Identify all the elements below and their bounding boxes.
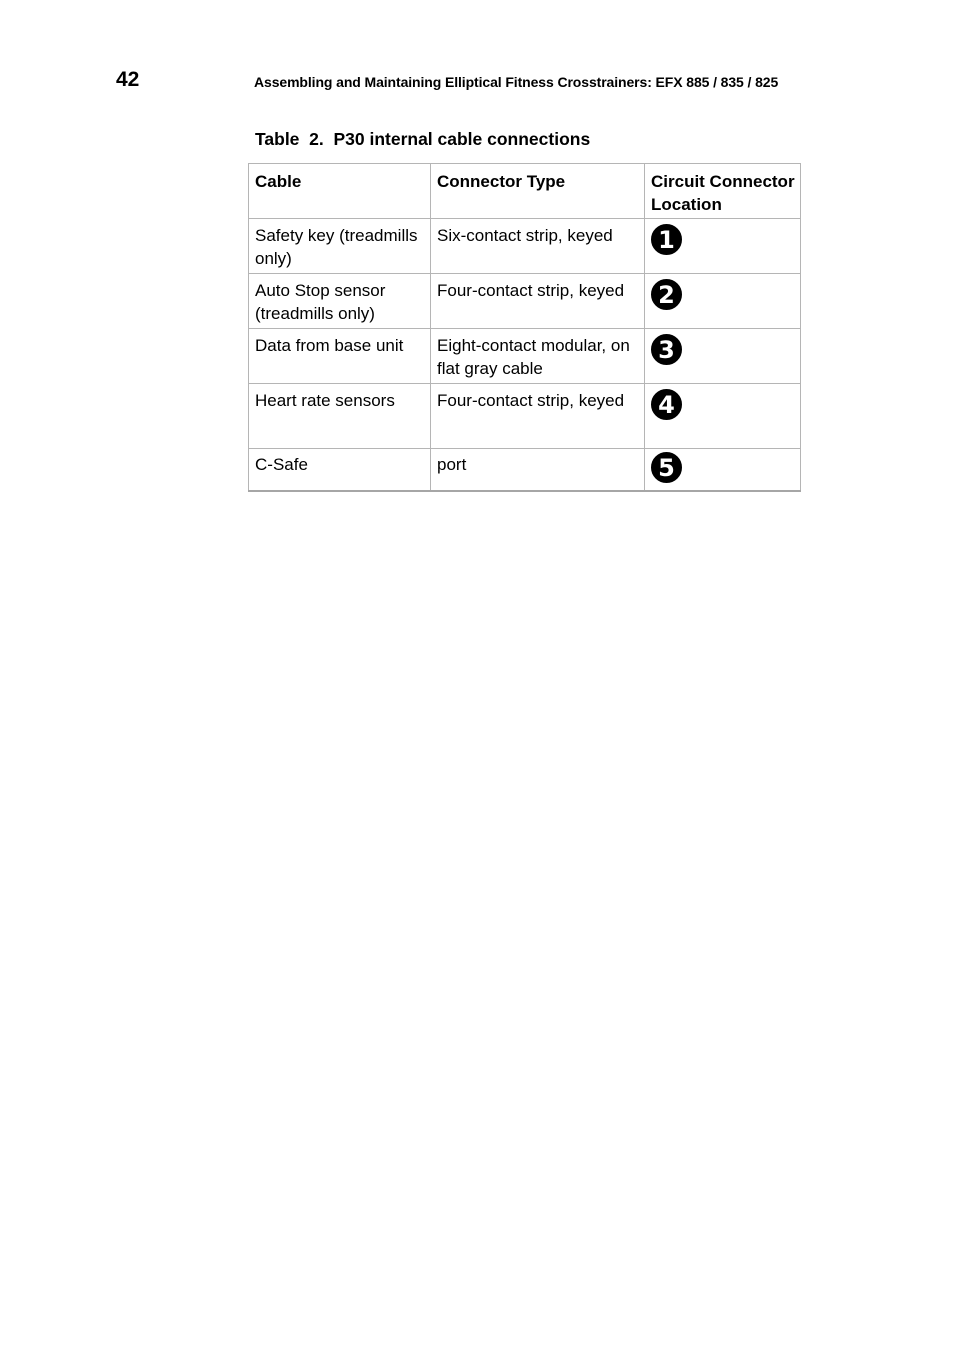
- cell-location: [645, 449, 801, 491]
- number-5-circle-icon: 5: [651, 452, 682, 483]
- number-2-circle-icon: 2: [651, 279, 682, 310]
- cable-connections-table: [248, 163, 801, 492]
- table-header-row: [249, 164, 801, 219]
- cell-connector-type: Four-contact strip, keyed: [431, 274, 645, 329]
- table-row: [249, 274, 801, 329]
- cell-connector-type: Six-contact strip, keyed: [431, 219, 645, 274]
- header-connector-type: Connector Type: [431, 164, 645, 219]
- cell-connector-type: Four-contact strip, keyed: [431, 384, 645, 449]
- cell-location: [645, 329, 801, 384]
- cell-location: [645, 219, 801, 274]
- table-row: [249, 219, 801, 274]
- table-caption: Table 2. P30 internal cable connections: [255, 129, 591, 149]
- cell-cable: Heart rate sensors: [249, 384, 431, 449]
- table-row: [249, 384, 801, 449]
- cell-cable: Data from base unit: [249, 329, 431, 384]
- cell-location: [645, 274, 801, 329]
- header-circuit-connector-location: Circuit Connector Location: [645, 164, 801, 219]
- header-cable: Cable: [249, 164, 431, 219]
- cell-connector-type: port: [431, 449, 645, 491]
- running-header: Assembling and Maintaining Elliptical Fitness Crosstrainers: EFX 885 / 835 / 825: [254, 74, 779, 90]
- cell-cable: Safety key (treadmills only): [249, 219, 431, 274]
- table-row: [249, 329, 801, 384]
- cell-cable: Auto Stop sensor (treadmills only): [249, 274, 431, 329]
- cell-connector-type: Eight-contact modular, on flat gray cable: [431, 329, 645, 384]
- page-number: 42: [116, 68, 140, 91]
- number-1-circle-icon: 1: [651, 224, 682, 255]
- cell-cable: C-Safe: [249, 449, 431, 491]
- number-4-circle-icon: 4: [651, 389, 682, 420]
- table-row: [249, 449, 801, 491]
- number-3-circle-icon: 3: [651, 334, 682, 365]
- cell-location: [645, 384, 801, 449]
